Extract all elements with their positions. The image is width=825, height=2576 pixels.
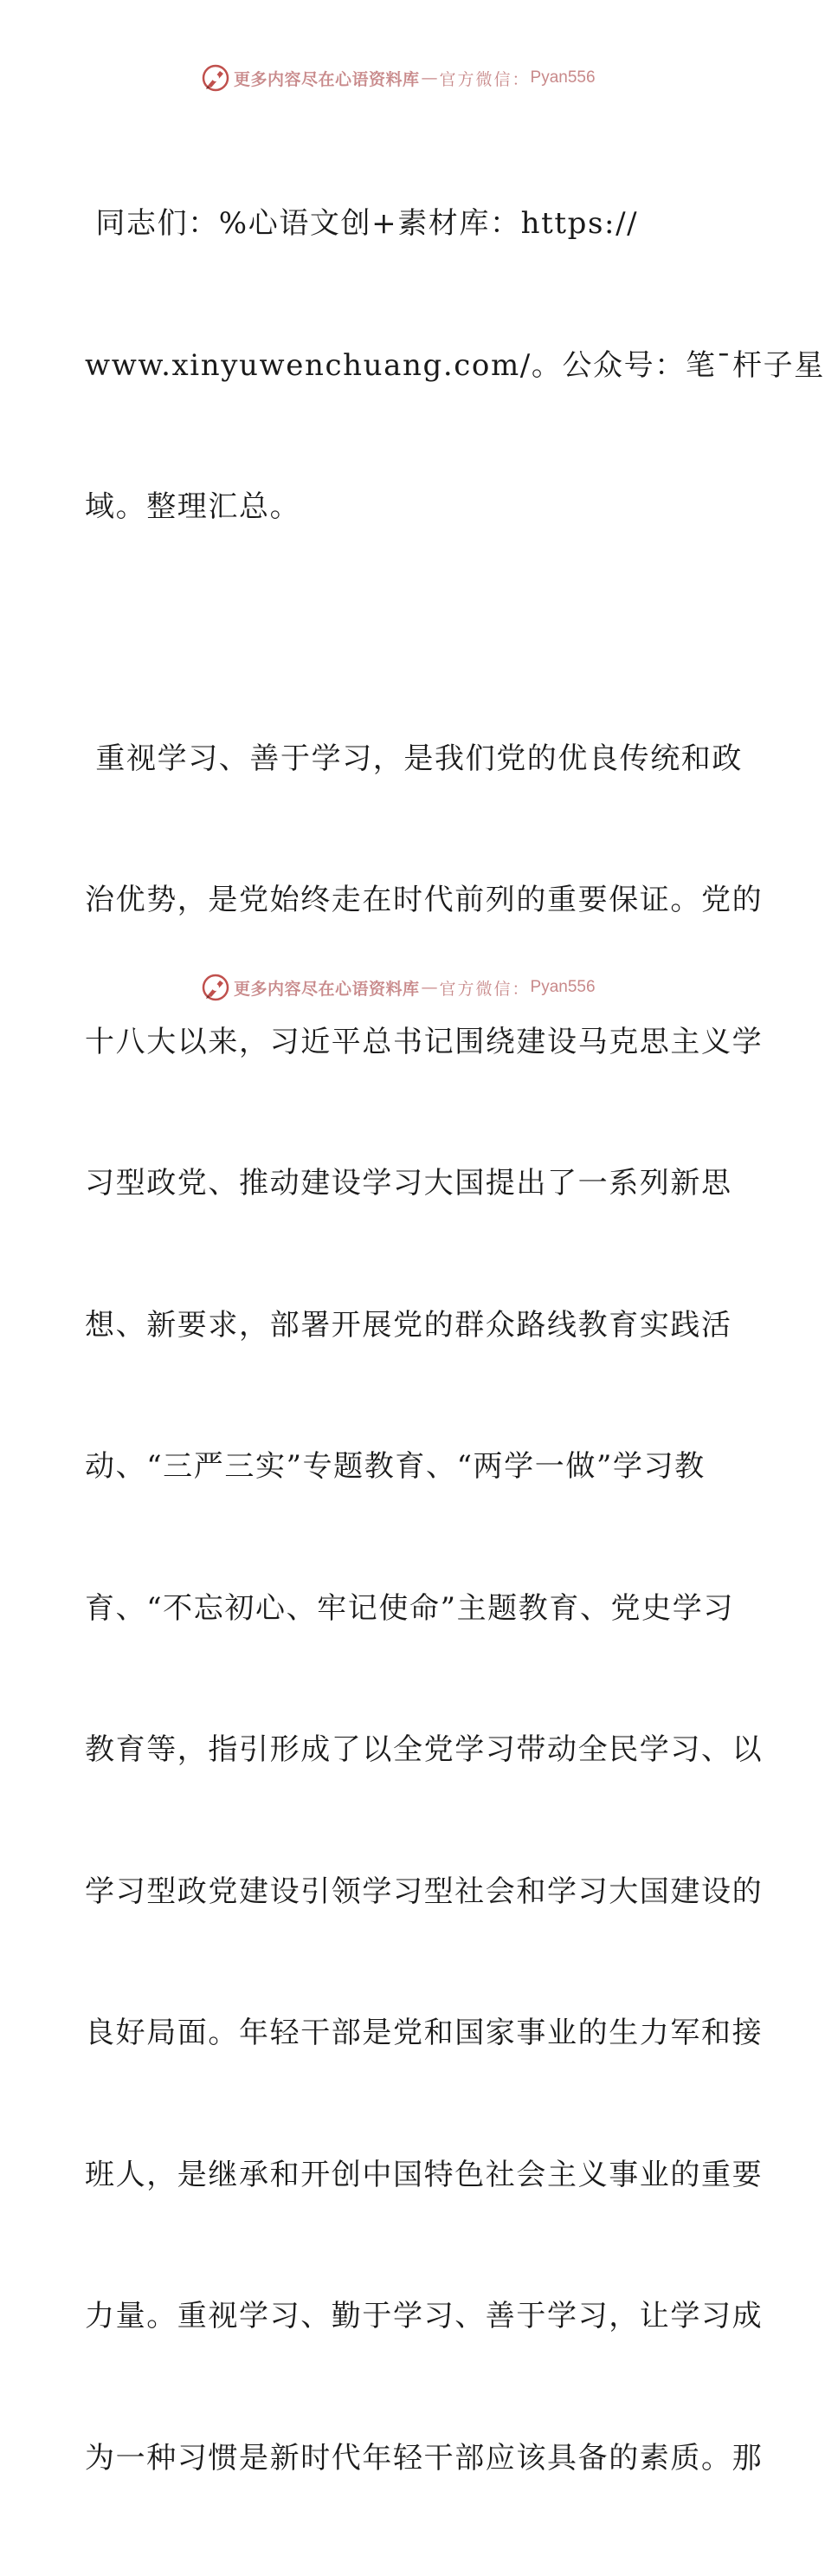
body-line: 为一种习惯是新时代年轻干部应该具备的素质。那 xyxy=(85,2435,736,2482)
banner-wechat-label: 官方微信： xyxy=(440,976,531,1000)
intro-line: 域。整理汇总。 xyxy=(85,483,736,531)
intro-line: 同志们：%心语文创+素材库：https:// xyxy=(85,200,736,248)
body-line: 学习型政党建设引领学习型社会和学习大国建设的 xyxy=(85,1868,736,1916)
pen-logo-icon xyxy=(201,973,230,1002)
pen-logo-icon xyxy=(201,63,230,93)
body-line: 重视学习、善于学习，是我们党的优良传统和政 xyxy=(85,735,736,783)
body-line: 十八大以来，习近平总书记围绕建设马克思主义学 xyxy=(85,1019,736,1066)
body-line: 班人，是继承和开创中国特色社会主义事业的重要 xyxy=(85,2152,736,2199)
body-line: 育、“不忘初心、牢记使命”主题教育、党史学习 xyxy=(85,1585,736,1633)
body-line: 想、新要求，部署开展党的群众路线教育实践活 xyxy=(85,1302,736,1349)
body-paragraph xyxy=(85,641,736,2576)
body-line: 教育等，指引形成了以全党学习带动全民学习、以 xyxy=(85,1726,736,1774)
banner-dash: — xyxy=(422,68,438,87)
banner-dash: — xyxy=(422,978,438,997)
intro-line: www.xinyuwenchuang.com/。公众号：笔¯杆子星 xyxy=(85,342,736,390)
banner-brand: 更多内容尽在心语资料库 xyxy=(234,67,420,90)
banner-wechat-id: Pyan556 xyxy=(531,978,596,997)
body-line: 动、“三严三实”专题教育、“两学一做”学习教 xyxy=(85,1443,736,1491)
banner-wechat-label: 官方微信： xyxy=(440,67,531,90)
banner-wechat-id: Pyan556 xyxy=(531,68,596,87)
body-line: 习型政党、推动建设学习大国提出了一系列新思 xyxy=(85,1160,736,1207)
footer-banner xyxy=(201,968,625,1006)
header-banner xyxy=(201,59,625,97)
document-body xyxy=(85,106,736,2576)
body-line: 良好局面。年轻干部是党和国家事业的生力军和接 xyxy=(85,2010,736,2057)
intro-paragraph xyxy=(85,106,736,625)
paragraph-gap xyxy=(85,625,736,641)
body-line: 治优势，是党始终走在时代前列的重要保证。党的 xyxy=(85,877,736,924)
body-line: 力量。重视学习、勤于学习、善于学习，让学习成 xyxy=(85,2293,736,2340)
banner-brand: 更多内容尽在心语资料库 xyxy=(234,976,420,1000)
